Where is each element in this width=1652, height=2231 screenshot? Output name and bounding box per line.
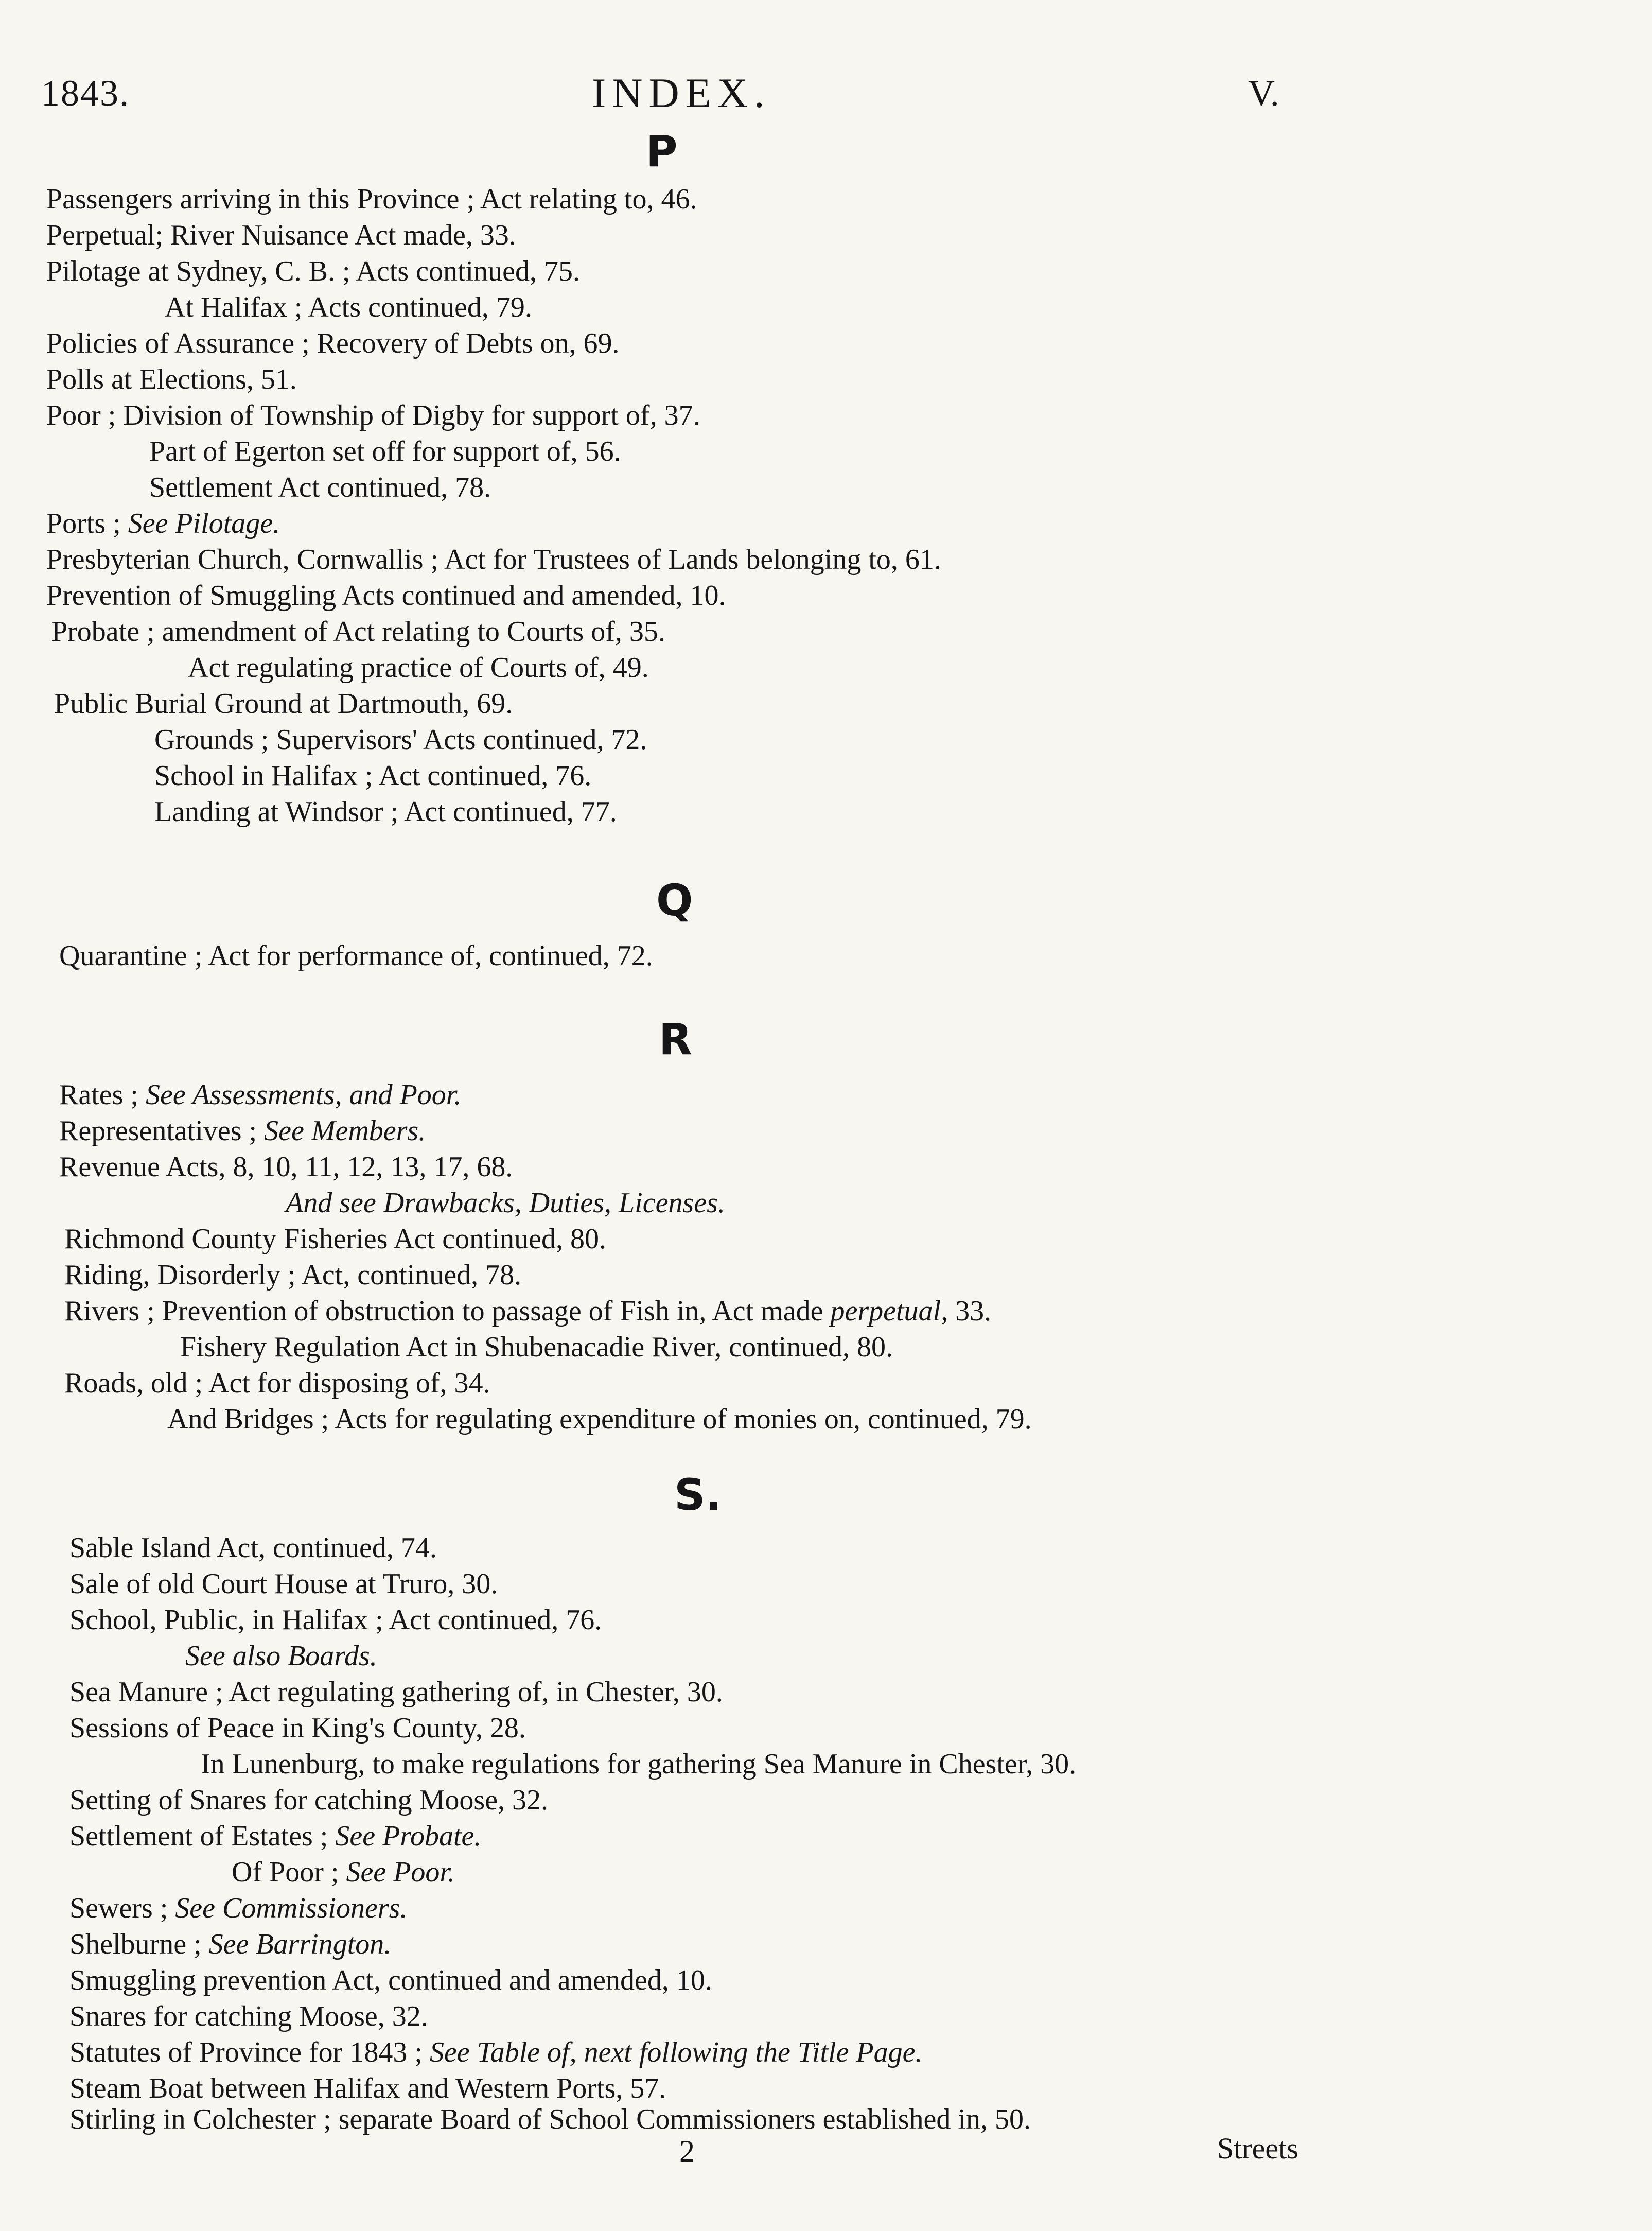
index-entry-r-1 [59,1078,461,1111]
index-entry-p-6 [46,363,297,396]
entry-italic-reference: See Assessments, and Poor. [145,1079,462,1111]
index-entry-p-15 [54,687,513,720]
index-entry-p-18 [154,795,617,828]
running-head-page-number: V. [1248,73,1279,114]
entry-text: Settlement Act continued, 78. [149,472,491,503]
index-entry-s-12 [69,1928,391,1961]
entry-italic-reference: perpetual, [830,1295,948,1327]
catchword: Streets [1217,2132,1298,2165]
entry-text: Stirling in Colchester ; separate Board of School Commissioners established in, 50. [69,2103,1031,2135]
index-entry-s-17 [69,2103,1031,2136]
entry-text: Ports ; [46,508,128,539]
entry-italic-reference: See Commissioners. [175,1892,408,1924]
entry-text: Sable Island Act, continued, 74. [69,1532,437,1564]
entry-text: Poor ; Division of Township of Digby for support of, 37. [46,399,700,431]
entry-page-ref: 33. [948,1295,992,1327]
index-entry-s-16 [69,2072,666,2105]
entry-text: Richmond County Fisheries Act continued, 80. [64,1223,607,1255]
index-entry-s-15 [69,2036,923,2069]
entry-text: Prevention of Smuggling Acts continued and amended, 10. [46,580,726,612]
index-entry-s-5 [69,1676,723,1709]
entry-text: School in Halifax ; Act continued, 76. [154,760,592,792]
entry-text: Landing at Windsor ; Act continued, 77. [154,796,617,828]
running-head-title: INDEX. [592,69,771,116]
index-entry-r-5 [64,1223,606,1256]
index-entry-q-1 [59,939,653,972]
entry-text: In Lunenburg, to make regulations for gathering Sea Manure in Chester, 30. [201,1748,1077,1780]
index-entry-p-1 [46,183,697,216]
index-entry-p-5 [46,327,620,360]
entry-text: Part of Egerton set off for support of, 56. [149,435,621,467]
entry-text: Pilotage at Sydney, C. B. ; Acts continued, 75. [46,255,580,287]
entry-italic-reference: See Members. [264,1115,426,1147]
index-entry-p-16 [154,723,647,756]
index-entry-s-1 [69,1531,437,1564]
entry-text: Of Poor ; [232,1856,346,1888]
index-entry-p-2 [46,219,516,252]
index-entry-s-8 [69,1784,548,1817]
index-entry-s-14 [69,2000,428,2033]
index-entry-r-4 [286,1187,725,1219]
entry-text: Revenue Acts, 8, 10, 11, 12, 13, 17, 68. [59,1151,513,1183]
entry-text: Perpetual; River Nuisance Act made, 33. [46,219,516,251]
index-entry-p-9 [149,471,491,504]
entry-text: Policies of Assurance ; Recovery of Debts on, 69. [46,327,620,359]
index-entry-s-3 [69,1603,602,1636]
index-entry-r-2 [59,1114,426,1147]
entry-text: Quarantine ; Act for performance of, continued, 72. [59,940,653,972]
index-entry-r-8 [180,1331,893,1364]
entry-italic-reference: See Poor. [346,1856,455,1888]
index-entry-p-12 [46,579,726,612]
entry-text: Act regulating practice of Courts of, 49. [188,652,649,684]
index-entry-s-10 [232,1856,455,1889]
entry-text: Sea Manure ; Act regulating gathering of, in Chester, 30. [69,1676,723,1708]
index-entry-r-9 [64,1367,490,1400]
index-entry-p-13 [51,615,665,648]
index-entry-s-7 [201,1748,1076,1781]
section-letter-s: S. [674,1470,722,1520]
entry-text: Riding, Disorderly ; Act, continued, 78. [64,1259,522,1291]
entry-text: Shelburne ; [69,1928,209,1960]
index-entry-s-2 [69,1567,498,1600]
index-entry-s-4 [185,1640,377,1672]
running-head [0,69,1652,134]
entry-text: Smuggling prevention Act, continued and amended, 10. [69,1964,712,1996]
entry-text: At Halifax ; Acts continued, 79. [165,291,532,323]
index-entry-p-10 [46,507,280,540]
index-entry-r-6 [64,1259,521,1292]
entry-text: Grounds ; Supervisors' Acts continued, 72. [154,724,647,756]
entry-text: Settlement of Estates ; [69,1820,336,1852]
index-entry-s-9 [69,1820,481,1853]
entry-italic-reference: See Barrington. [208,1928,392,1960]
entry-text: Roads, old ; Act for disposing of, 34. [64,1367,490,1399]
entry-text: Passengers arriving in this Province ; Act relating to, 46. [46,183,697,215]
entry-text: Probate ; amendment of Act relating to Courts of, 35. [51,616,665,648]
index-entry-s-11 [69,1892,407,1925]
entry-italic-reference: See Probate. [335,1820,482,1852]
entry-text: Statutes of Province for 1843 ; [69,2036,430,2068]
entry-text: Representatives ; [59,1115,265,1147]
index-entry-r-7 [64,1295,991,1328]
index-entry-r-3 [59,1151,513,1183]
entry-text: Sewers ; [69,1892,175,1924]
section-letter-p: P [646,126,678,177]
entry-text: Public Burial Ground at Dartmouth, 69. [54,688,513,720]
entry-italic-reference: See also Boards. [185,1640,377,1672]
running-head-year: 1843. [41,73,130,114]
entry-text: Sale of old Court House at Truro, 30. [69,1568,498,1600]
index-entry-p-17 [154,759,591,792]
entry-italic-reference: And see Drawbacks, Duties, Licenses. [286,1187,725,1219]
entry-text: Fishery Regulation Act in Shubenacadie River, continued, 80. [180,1331,893,1363]
entry-text: Rivers ; Prevention of obstruction to passage of Fish in, Act made [64,1295,831,1327]
index-entry-s-6 [69,1712,526,1745]
entry-text: Setting of Snares for catching Moose, 32. [69,1784,549,1816]
section-letter-r: R [659,1014,692,1065]
signature-mark: 2 [679,2134,695,2168]
entry-text: And Bridges ; Acts for regulating expenditure of monies on, continued, 79. [167,1403,1032,1435]
entry-text: Sessions of Peace in King's County, 28. [69,1712,526,1744]
index-entry-p-3 [46,255,580,288]
entry-text: Polls at Elections, 51. [46,363,297,395]
index-entry-p-7 [46,399,700,432]
entry-text: Snares for catching Moose, 32. [69,2000,428,2032]
entry-italic-reference: See Pilotage. [128,508,280,539]
index-entry-p-11 [46,543,941,576]
index-entry-s-13 [69,1964,712,1997]
entry-text: Steam Boat between Halifax and Western Ports, 57. [69,2072,666,2104]
entry-text: Rates ; [59,1079,146,1111]
index-entry-p-14 [188,651,649,684]
index-entry-p-4 [165,291,532,324]
index-entry-p-8 [149,435,621,468]
section-letter-q: Q [656,875,693,926]
entry-italic-reference: See Table of, next following the Title Page. [429,2036,923,2068]
entry-text: Presbyterian Church, Cornwallis ; Act for Trustees of Lands belonging to, 61. [46,544,941,576]
index-entry-r-10 [167,1403,1032,1436]
entry-text: School, Public, in Halifax ; Act continued, 76. [69,1604,602,1636]
